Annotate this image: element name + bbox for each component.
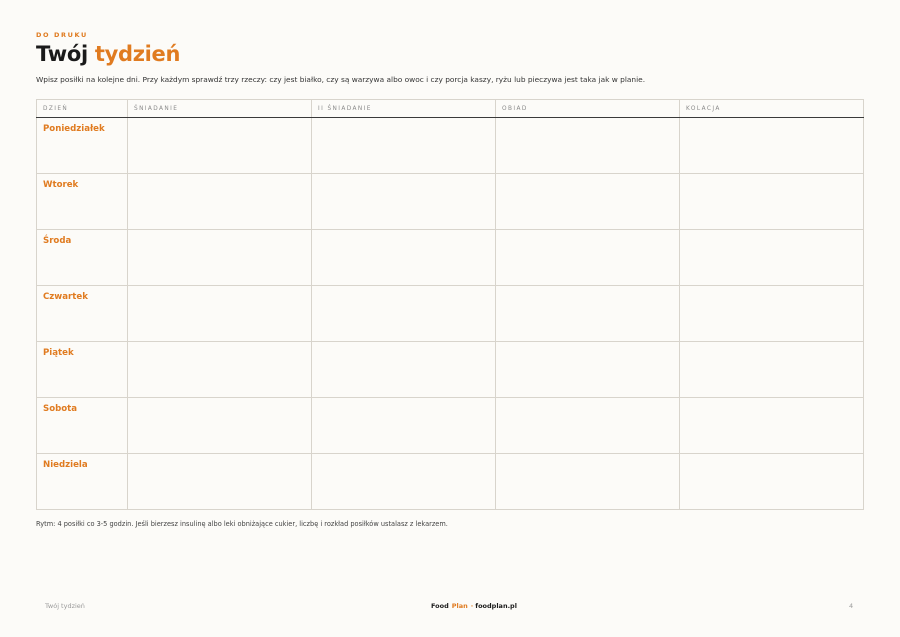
footer-brand xyxy=(431,602,517,610)
column-header-dinner: KOLACJA xyxy=(680,100,864,118)
brand-name-b: Plan xyxy=(451,602,468,610)
meal-cell-breakfast[interactable] xyxy=(128,398,312,454)
title-accent: tydzień xyxy=(94,42,181,66)
table-row xyxy=(37,286,864,342)
meal-cell-breakfast[interactable] xyxy=(128,342,312,398)
meal-cell-breakfast[interactable] xyxy=(128,230,312,286)
column-header-breakfast: ŚNIADANIE xyxy=(128,100,312,118)
day-label: Wtorek xyxy=(37,174,128,230)
meal-cell-dinner[interactable] xyxy=(680,174,864,230)
meal-cell-second-breakfast[interactable] xyxy=(312,230,496,286)
meal-cell-dinner[interactable] xyxy=(680,342,864,398)
brand-site: foodplan.pl xyxy=(475,602,517,610)
table-row xyxy=(37,118,864,174)
meal-cell-second-breakfast[interactable] xyxy=(312,286,496,342)
meal-cell-second-breakfast[interactable] xyxy=(312,398,496,454)
table-header-row xyxy=(37,100,864,118)
meal-cell-dinner[interactable] xyxy=(680,118,864,174)
brand-separator: · xyxy=(470,602,474,610)
meal-cell-dinner[interactable] xyxy=(680,454,864,510)
meal-cell-lunch[interactable] xyxy=(496,174,680,230)
rhythm-note: Rytm: 4 posiłki co 3-5 godzin. Jeśli bierzesz insulinę albo leki obniżające cukier, liczbę i rozkład posiłków ustalasz z lekarzem. xyxy=(36,520,448,528)
table-row xyxy=(37,230,864,286)
day-label: Środa xyxy=(37,230,128,286)
meal-cell-lunch[interactable] xyxy=(496,454,680,510)
column-header-second-breakfast: II ŚNIADANIE xyxy=(312,100,496,118)
meal-cell-lunch[interactable] xyxy=(496,398,680,454)
table-row xyxy=(37,454,864,510)
meal-cell-dinner[interactable] xyxy=(680,398,864,454)
page-number: 4 xyxy=(849,602,854,610)
table-row xyxy=(37,174,864,230)
page-title xyxy=(36,42,180,66)
table-row xyxy=(37,342,864,398)
meal-cell-lunch[interactable] xyxy=(496,286,680,342)
meal-cell-dinner[interactable] xyxy=(680,230,864,286)
table-row xyxy=(37,398,864,454)
eyebrow-label: DO DRUKU xyxy=(36,31,88,39)
day-label: Czwartek xyxy=(37,286,128,342)
day-label: Sobota xyxy=(37,398,128,454)
footer-section-title: Twój tydzień xyxy=(45,602,85,610)
day-label: Niedziela xyxy=(37,454,128,510)
meal-cell-lunch[interactable] xyxy=(496,342,680,398)
meal-cell-breakfast[interactable] xyxy=(128,286,312,342)
meal-cell-lunch[interactable] xyxy=(496,118,680,174)
meal-cell-second-breakfast[interactable] xyxy=(312,118,496,174)
meal-cell-dinner[interactable] xyxy=(680,286,864,342)
day-label: Poniedziałek xyxy=(37,118,128,174)
title-main: Twój xyxy=(36,42,88,66)
brand-name-a: Food xyxy=(431,602,449,610)
day-label: Piątek xyxy=(37,342,128,398)
meal-cell-second-breakfast[interactable] xyxy=(312,454,496,510)
column-header-day: DZIEŃ xyxy=(37,100,128,118)
meal-cell-second-breakfast[interactable] xyxy=(312,174,496,230)
weekly-plan-table xyxy=(36,99,864,510)
intro-text: Wpisz posiłki na kolejne dni. Przy każdym sprawdź trzy rzeczy: czy jest białko, czy są warzywa albo owoc i czy porcja kaszy, ryżu lub pieczywa jest taka jak w planie. xyxy=(36,75,646,84)
meal-cell-breakfast[interactable] xyxy=(128,174,312,230)
meal-cell-second-breakfast[interactable] xyxy=(312,342,496,398)
meal-cell-lunch[interactable] xyxy=(496,230,680,286)
column-header-lunch: OBIAD xyxy=(496,100,680,118)
meal-cell-breakfast[interactable] xyxy=(128,454,312,510)
meal-cell-breakfast[interactable] xyxy=(128,118,312,174)
